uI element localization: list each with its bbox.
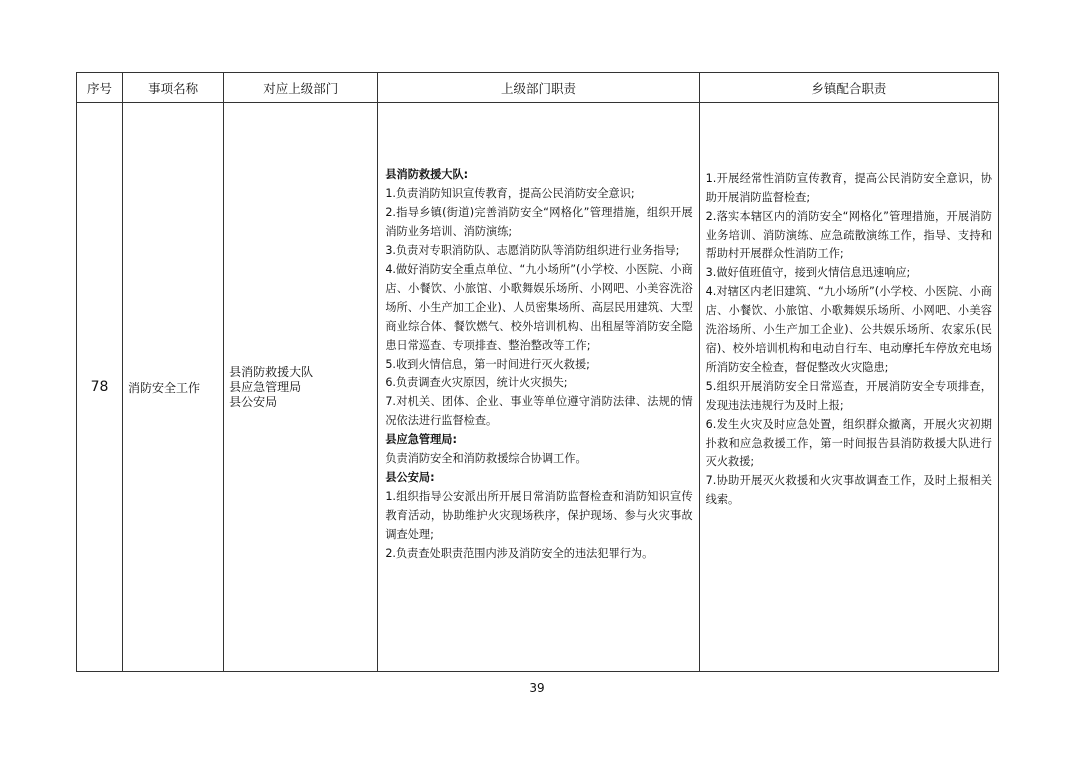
duty-table	[76, 72, 999, 672]
table-header-row	[77, 73, 999, 103]
town-duty-item: 7.协助开展灭火救援和火灾事故调查工作，及时上报相关线索。	[705, 474, 992, 507]
upper-duty-item: 2.指导乡镇(街道)完善消防安全“网格化”管理措施，组织开展消防业务培训、消防演练;	[385, 206, 693, 239]
upper-duty-item: 1.组织指导公安派出所开展日常消防监督检查和消防知识宣传教育活动，协助维护火灾现场秩序，保护现场、参与火灾事故调查处理;	[385, 489, 693, 541]
header-upper-duty: 上级部门职责	[378, 73, 699, 103]
page-number: 39	[529, 681, 545, 695]
upper-duty-item: 3.负责对专职消防队、志愿消防队等消防组织进行业务指导;	[385, 244, 680, 258]
town-duty-item: 3.做好值班值守，接到火情信息迅速响应;	[705, 266, 911, 280]
upper-duty-item: 1.负责消防知识宣传教育，提高公民消防安全意识;	[385, 187, 635, 201]
town-duties-content	[706, 170, 992, 510]
row-town-duties	[699, 103, 998, 672]
upper-section-title: 县应急管理局:	[385, 433, 457, 447]
row-item-name: 消防安全工作	[123, 103, 224, 672]
town-duty-item: 5.组织开展消防安全日常巡查，开展消防安全专项排查，发现违法违规行为及时上报;	[705, 379, 992, 412]
upper-duty-item: 6.负责调查火灾原因，统计火灾损失;	[385, 376, 568, 390]
upper-duties-content	[385, 166, 692, 563]
dept-fire-rescue: 县消防救援大队	[229, 364, 314, 379]
upper-duty-item: 2.负责查处职责范围内涉及消防安全的违法犯罪行为。	[385, 546, 654, 560]
dept-police: 县公安局	[229, 394, 278, 409]
dept-emergency: 县应急管理局	[229, 379, 302, 394]
row-upper-duties	[378, 103, 699, 672]
upper-duty-item: 7.对机关、团体、企业、事业等单位遵守消防法律、法规的情况依法进行监督检查。	[385, 395, 693, 428]
row-departments	[224, 103, 378, 672]
upper-duty-item: 5.收到火情信息，第一时间进行灭火救援;	[385, 357, 590, 371]
town-duty-item: 4.对辖区内老旧建筑、“九小场所”(小学校、小医院、小商店、小餐饮、小旅馆、小歌舞娱乐场所、小网吧、小美容洗浴场所、小生产加工企业)、公共娱乐场所、农家乐(民宿)、校外培训机构和电动自行车、电动摩托车停放充电场所消防安全检查，督促整改火灾隐患;	[705, 285, 992, 374]
upper-duty-item: 4.做好消防安全重点单位、“九小场所”(小学校、小医院、小商店、小餐饮、小旅馆、小歌舞娱乐场所、小网吧、小美容洗浴场所、小生产加工企业)、人员密集场所、高层民用建筑、大型商业综合体、餐饮燃气、校外培训机构、出租屋等消防安全隐患日常巡查、专项排查、整治整改等工作;	[385, 263, 693, 352]
upper-section-title: 县公安局:	[385, 470, 435, 484]
town-duty-item: 1.开展经常性消防宣传教育，提高公民消防安全意识，协助开展消防监督检查;	[705, 171, 992, 204]
upper-duty-item: 负责消防安全和消防救援综合协调工作。	[385, 452, 587, 466]
town-duty-item: 6.发生火灾及时应急处置，组织群众撤离，开展火灾初期扑救和应急救援工作，第一时间报告县消防救援大队进行灭火救援;	[705, 417, 992, 469]
table-row	[77, 103, 999, 672]
header-seq: 序号	[77, 73, 123, 103]
header-town-duty: 乡镇配合职责	[699, 73, 998, 103]
town-duty-item: 2.落实本辖区内的消防安全“网格化”管理措施，开展消防业务培训、消防演练、应急疏散演练工作，指导、支持和帮助村开展群众性消防工作;	[705, 209, 992, 261]
row-seq: 78	[77, 103, 123, 672]
header-item-name: 事项名称	[123, 73, 224, 103]
header-dept: 对应上级部门	[224, 73, 378, 103]
upper-section-title: 县消防救援大队:	[385, 168, 469, 182]
